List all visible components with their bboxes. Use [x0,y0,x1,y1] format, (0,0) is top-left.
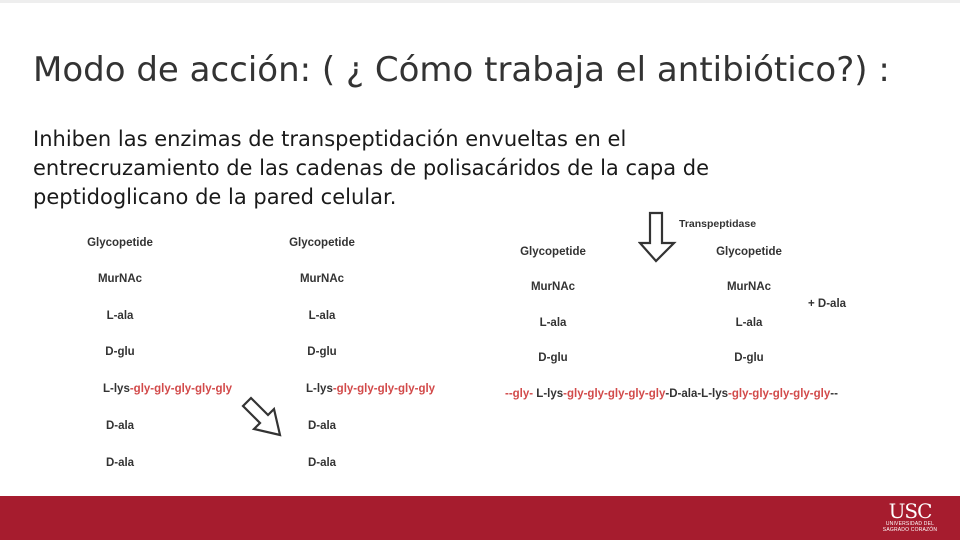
chain2-gly-branch: -gly-gly-gly-gly-gly [332,383,436,395]
chain1-l-ala: L-ala [106,310,134,322]
chain1-d-glu: D-glu [105,346,135,358]
diagonal-arrow-icon [240,393,288,443]
chain1-lys-row [103,383,232,395]
slide-title: Modo de acción: ( ¿ Cómo trabaja el antibiótico?) : [33,50,890,90]
chain2-l-lys: L-lys [306,383,333,395]
chain2-d-ala-1: D-ala [307,420,337,432]
footer-bar [0,496,960,540]
logo-mark: USC [888,499,932,523]
chain2-d-ala-2: D-ala [307,457,337,469]
chain1-glycopetide: Glycopetide [87,237,153,249]
chain1-d-ala-1: D-ala [105,420,135,432]
chain1-l-lys: L-lys [103,383,130,395]
crosslink-row [505,388,838,400]
enzyme-label: Transpeptidase [679,218,757,230]
chain3-murnac: MurNAc [530,281,576,293]
logo-subtext: UNIVERSIDAD DEL SAGRADO CORAZÓN [882,521,938,533]
chain2-d-glu: D-glu [307,346,337,358]
chain4-l-ala: L-ala [735,317,763,329]
released-d-ala: + D-ala [808,298,847,310]
crosslink-part-6: -- [830,388,838,400]
slide-body: Inhiben las enzimas de transpeptidación envueltas en el entrecruzamiento de las cadenas de polisacáridos de la capa de peptidoglicano de la pared celular. [33,127,710,209]
chain2-glycopetide: Glycopetide [289,237,355,249]
crosslink-part-1: --gly- [505,388,534,400]
crosslink-part-5: -gly-gly-gly-gly-gly [728,388,831,400]
chain2-l-ala: L-ala [308,310,336,322]
chain2-lys-row [306,383,435,395]
chain3-d-glu: D-glu [538,352,568,364]
chain1-gly-branch: -gly-gly-gly-gly-gly [129,383,233,395]
crosslink-part-4: -D-ala-L-lys [665,388,729,400]
chain4-glycopetide: Glycopetide [716,246,782,258]
down-arrow-icon [638,211,678,263]
crosslink-part-3: -gly-gly-gly-gly-gly [563,388,666,400]
chain1-murnac: MurNAc [97,273,143,285]
chain1-d-ala-2: D-ala [105,457,135,469]
chain3-glycopetide: Glycopetide [520,246,586,258]
chain3-l-ala: L-ala [539,317,567,329]
chain2-murnac: MurNAc [299,273,345,285]
university-logo [874,501,946,537]
crosslink-part-2: L-lys [533,388,564,400]
chain4-murnac: MurNAc [726,281,772,293]
chain4-d-glu: D-glu [734,352,764,364]
